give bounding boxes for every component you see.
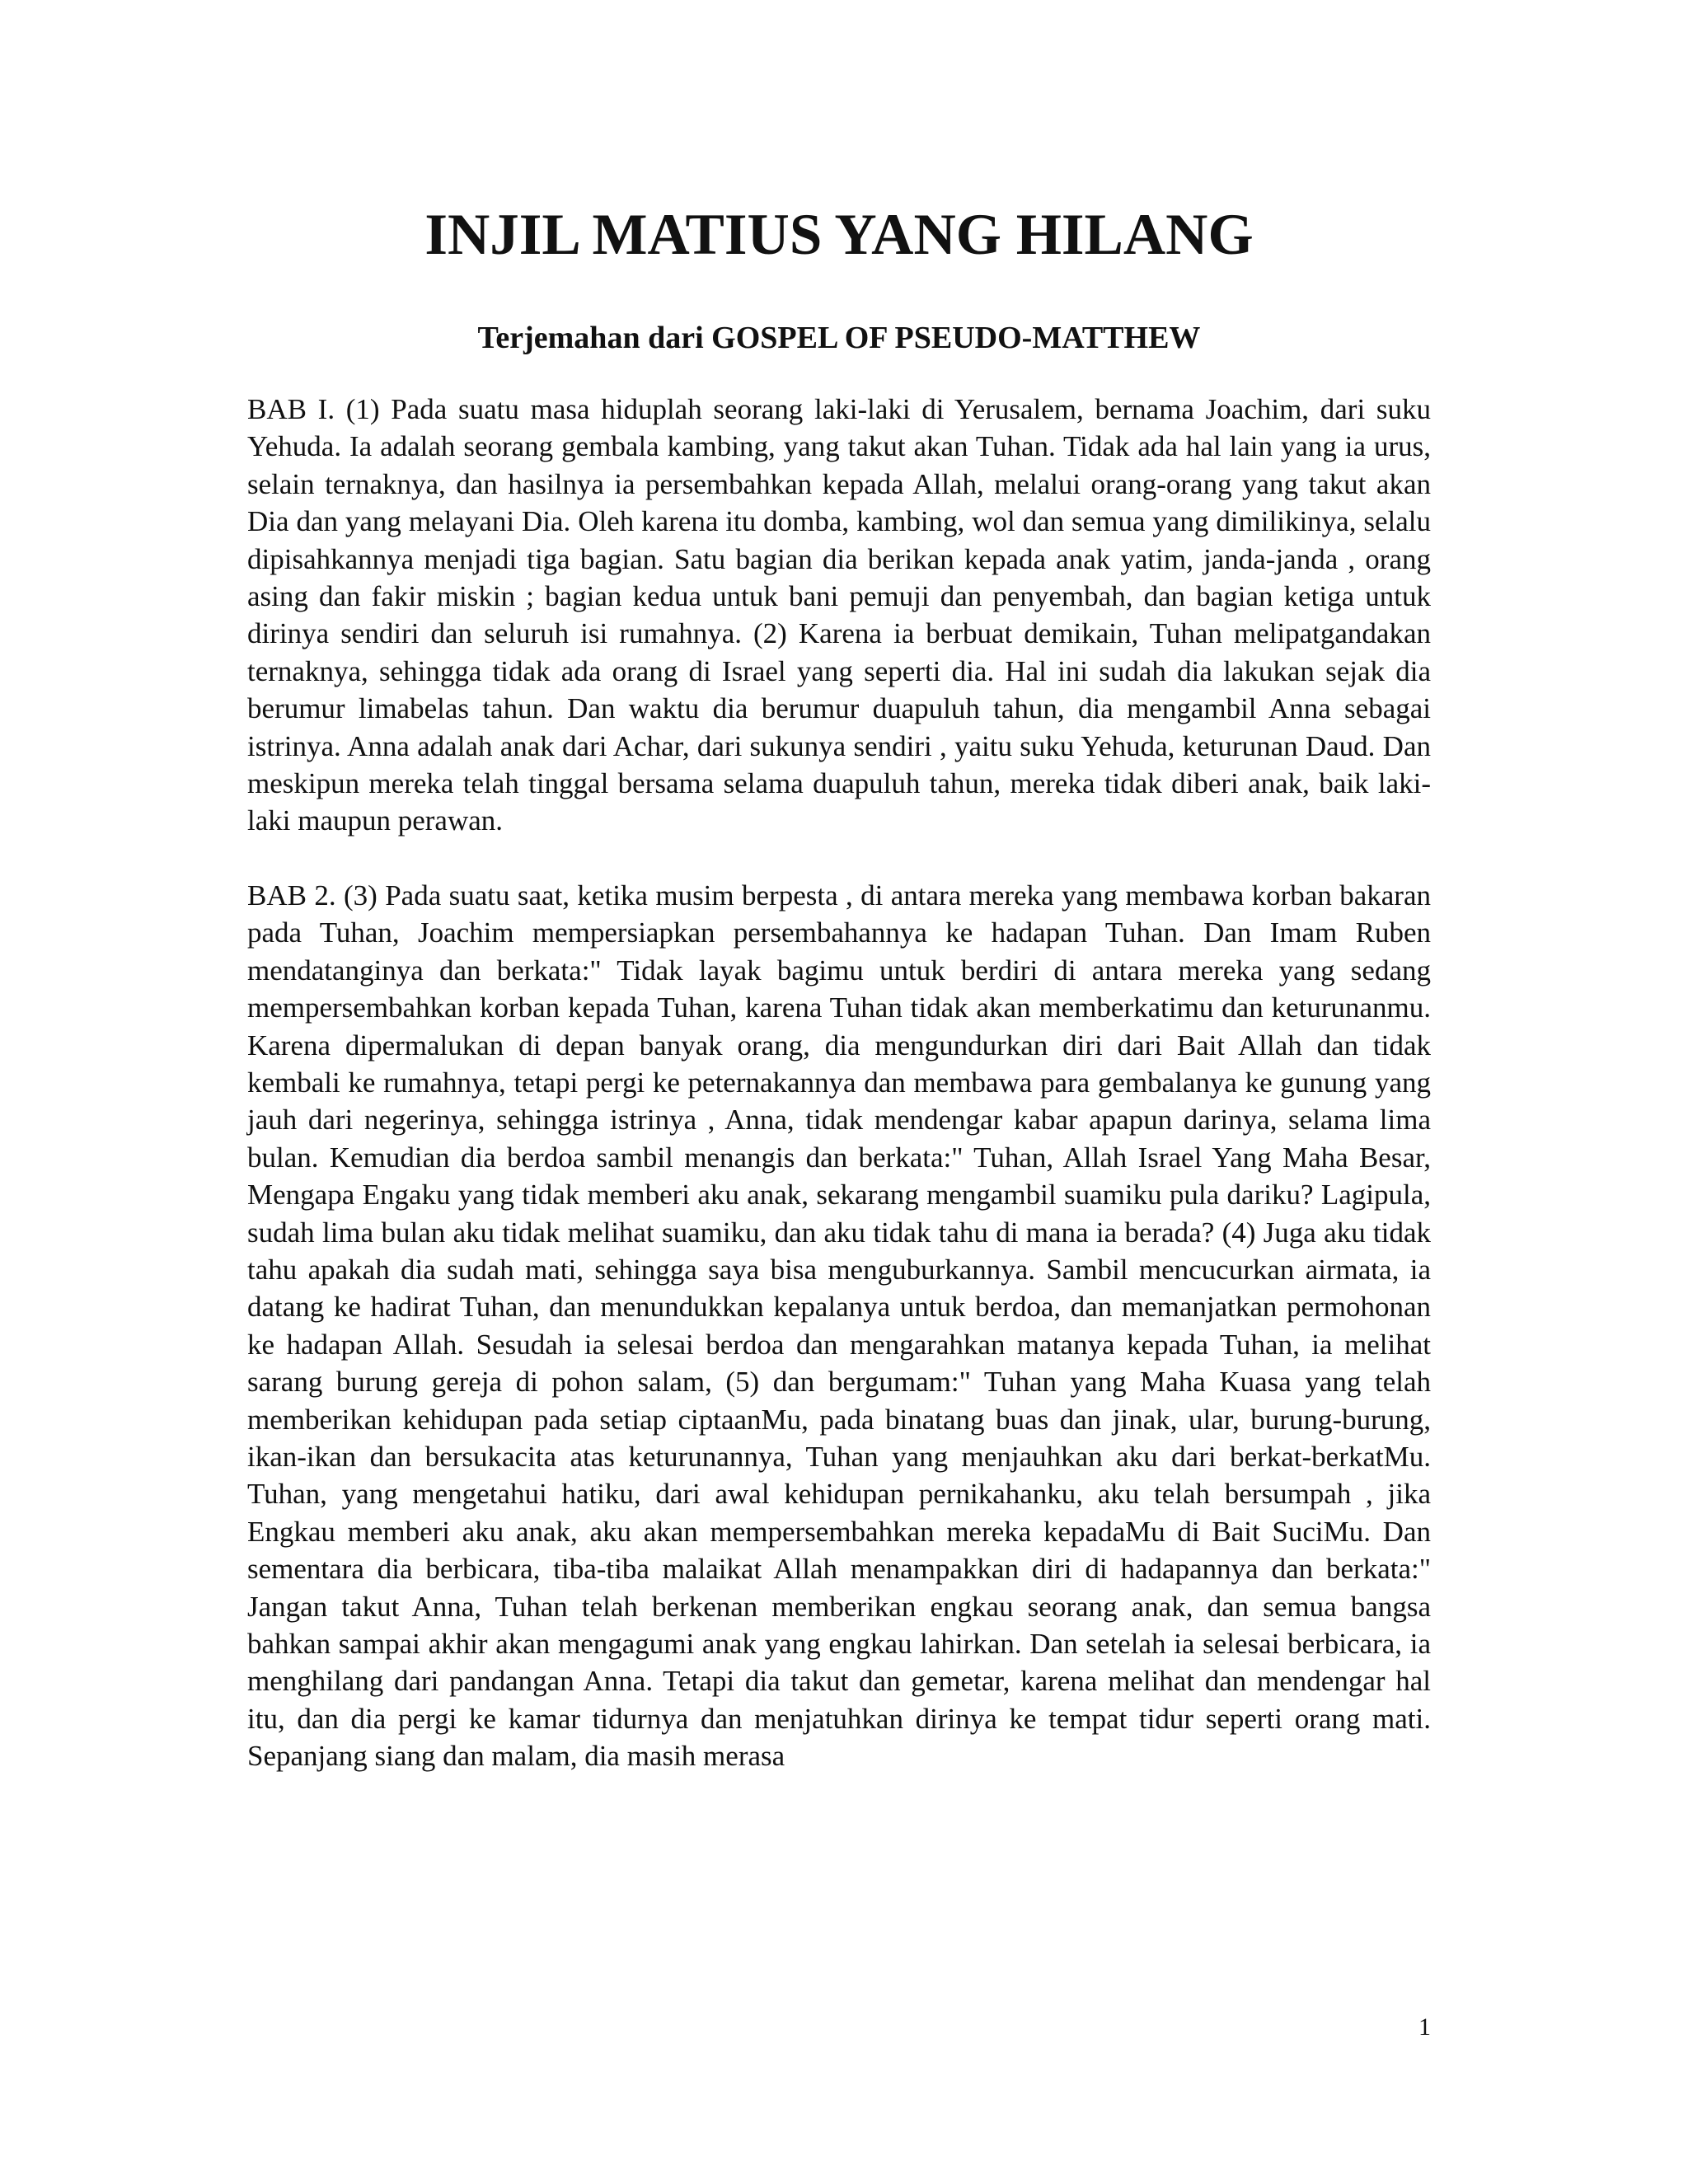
page-number: 1 [1418,2013,1431,2041]
document-subtitle: Terjemahan dari GOSPEL OF PSEUDO-MATTHEW [477,321,1201,355]
paragraph-bab-2: BAB 2. (3) Pada suatu saat, ketika musim berpesta , di antara mereka yang membawa korban bakaran pada Tuhan, Joachim mempersiapkan persembahannya ke hadapan Tuhan. Dan Imam Ruben mendatanginya dan berkata:" Tidak layak bagimu untuk berdiri di antara mereka yang sedang mempersembahkan korban kepada Tuhan, karena Tuhan tidak akan memberkatimu dan keturunanmu. Karena dipermalukan di depan banyak orang, dia mengundurkan diri dari Bait Allah dan tidak kembali ke rumahnya, tetapi pergi ke peternakannya dan membawa para gembalanya ke gunung yang jauh dari negerinya, sehingga istrinya , Anna, tidak mendengar kabar apapun darinya, selama lima bulan. Kemudian dia berdoa sambil menangis dan berkata:" Tuhan, Allah Israel Yang Maha Besar, Mengapa Engaku yang tidak memberi aku anak, sekarang mengambil suamiku pula dariku? Lagipula, sudah lima bulan aku tidak melihat suamiku, dan aku tidak tahu di mana ia berada? (4) Juga aku tidak tahu apakah dia sudah mati, sehingga saya bisa menguburkannya. Sambil mencucurkan airmata, ia datang ke hadirat Tuhan, dan menundukkan kepalanya untuk berdoa, dan memanjatkan permohonan ke hadapan Allah. Sesudah ia selesai berdoa dan mengarahkan matanya kepada Tuhan, ia melihat sarang burung gereja di pohon salam, (5) dan bergumam:" Tuhan yang Maha Kuasa yang telah memberikan kehidupan pada setiap ciptaanMu, pada binatang buas dan jinak, ular, burung-burung, ikan-ikan dan bersukacita atas keturunannya, Tuhan yang menjauhkan aku dari berkat-berkatMu. Tuhan, yang mengetahui hatiku, dari awal kehidupan pernikahanku, aku telah bersumpah , jika Engkau memberi aku anak, aku akan mempersembahkan mereka kepadaMu di Bait SuciMu. Dan sementara dia berbicara, tiba-tiba malaikat Allah menampakkan diri di hadapannya dan berkata:" Jangan takut Anna, Tuhan telah berkenan memberikan engkau seorang anak, dan semua bangsa bahkan sampai akhir akan mengagumi anak yang engkau lahirkan. Dan setelah ia selesai berbicara, ia menghilang dari pandangan Anna. Tetapi dia takut dan gemetar, karena melihat dan mendengar hal itu, dan dia pergi ke kamar tidurnya dan menjatuhkan dirinya ke tempat tidur seperti orang mati. Sepanjang siang dan malam, dia masih merasa [247,879,1431,1773]
document-page [247,190,1431,1775]
document-title: INJIL MATIUS YANG HILANG [424,203,1254,267]
paragraph-bab-1: BAB I. (1) Pada suatu masa hiduplah seorang laki-laki di Yerusalem, bernama Joachim, dari suku Yehuda. Ia adalah seorang gembala kambing, yang takut akan Tuhan. Tidak ada hal lain yang ia urus, selain ternaknya, dan hasilnya ia persembahkan kepada Allah, melalui orang-orang yang takut akan Dia dan yang melayani Dia. Oleh karena itu domba, kambing, wol dan semua yang dimilikinya, selalu dipisahkannya menjadi tiga bagian. Satu bagian dia berikan kepada anak yatim, janda-janda , orang asing dan fakir miskin ; bagian kedua untuk bani pemuji dan penyembah, dan bagian ketiga untuk dirinya sendiri dan seluruh isi rumahnya. (2) Karena ia berbuat demikain, Tuhan melipatgandakan ternaknya, sehingga tidak ada orang di Israel yang seperti dia. Hal ini sudah dia lakukan sejak dia berumur limabelas tahun. Dan waktu dia berumur duapuluh tahun, dia mengambil Anna sebagai istrinya. Anna adalah anak dari Achar, dari sukunya sendiri , yaitu suku Yehuda, keturunan Daud. Dan meskipun mereka telah tinggal bersama selama duapuluh tahun, mereka tidak diberi anak, baik laki-laki maupun perawan. [247,393,1431,837]
